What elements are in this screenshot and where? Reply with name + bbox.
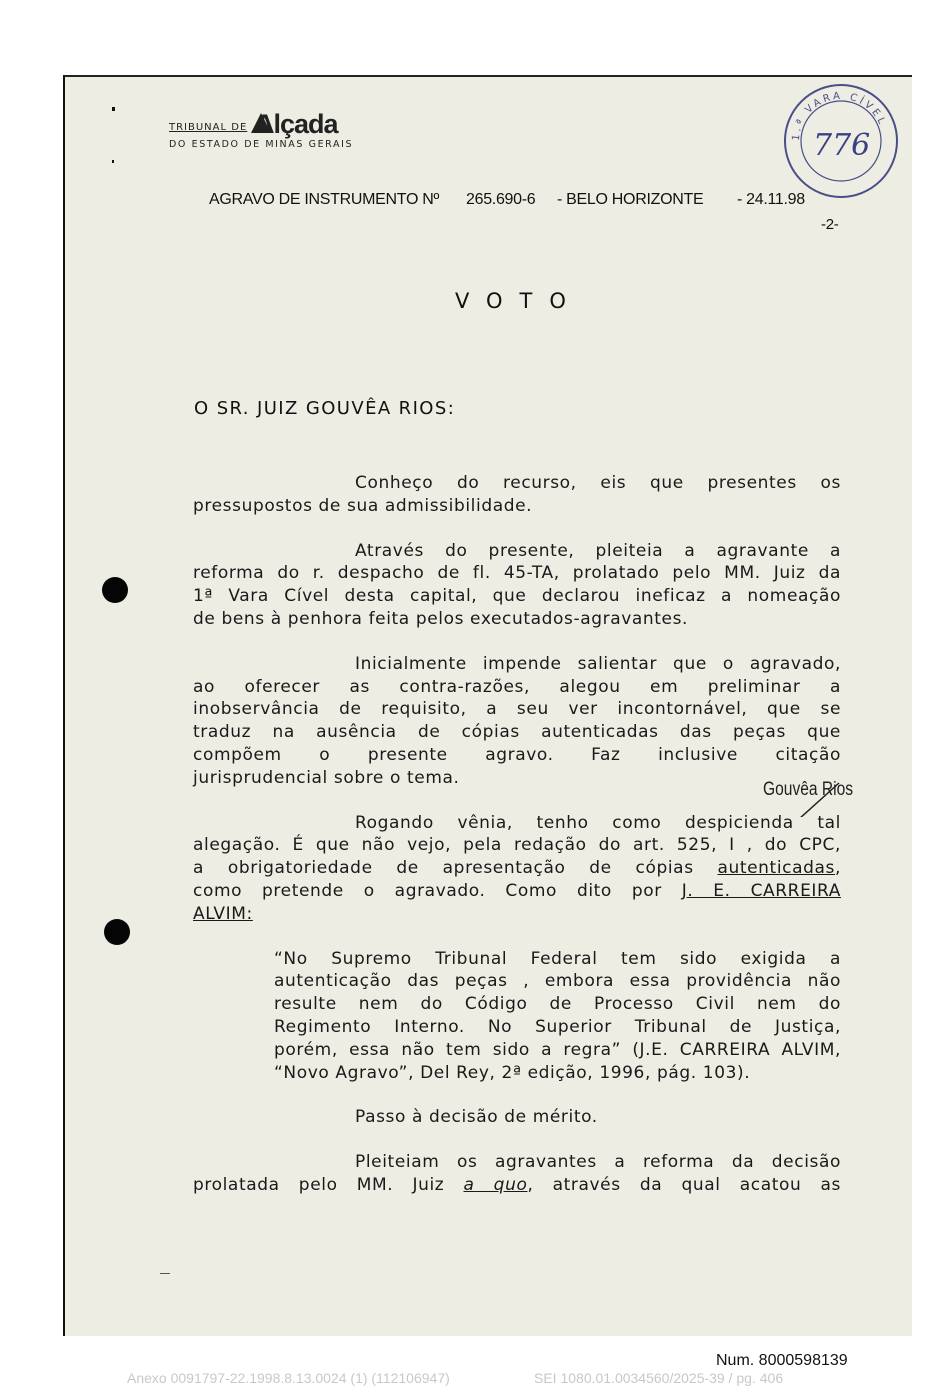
vote-body (193, 472, 841, 1197)
body-line (193, 857, 841, 880)
body-text: , através da qual acatou as (527, 1174, 841, 1195)
scan-speck (112, 107, 115, 111)
case-city: - BELO HORIZONTE (557, 191, 704, 208)
body-text: , (834, 858, 841, 879)
punch-hole (104, 919, 130, 945)
body-line: Inicialmente impende salientar que o agravado, (355, 653, 841, 674)
scan-speck (112, 160, 114, 163)
sei-reference: SEI 1080.01.0034560/2025-39 / pg. 406 (534, 1370, 784, 1386)
court-stamp (781, 81, 901, 201)
body-text: prolatada pelo MM. Juiz (193, 1174, 464, 1195)
body-text: como pretende o agravado. Como dito por (193, 880, 682, 901)
annex-reference: Anexo 0091797-22.1998.8.13.0024 (1) (112106947) (127, 1370, 450, 1386)
body-line: Pleiteiam os agravantes a reforma da decisão (355, 1152, 841, 1173)
case-number: 265.690-6 (466, 191, 536, 208)
quote-line: porém, essa não tem sido a regra” (J.E. CARREIRA ALVIM, (274, 1039, 841, 1060)
body-line: ao oferecer as contra-razões, alegou em preliminar a (193, 676, 841, 697)
quotation-block (274, 948, 841, 1085)
logo-subtitle: DO ESTADO DE MINAS GERAIS (169, 139, 354, 150)
quote-line: resulte nem do Código de Processo Civil nem do (274, 994, 841, 1015)
page-marker: -2- (821, 216, 839, 233)
stamp-ring-text: 1.ª VARA CÍVEL (790, 90, 889, 142)
signature (763, 777, 883, 817)
latin-term: a quo (463, 1174, 528, 1195)
cited-author: J. E. CARREIRA (681, 880, 841, 901)
logo-name: Alçada (255, 109, 338, 139)
body-line (193, 1174, 841, 1197)
body-line: Conheço do recurso, eis que presentes os (355, 473, 841, 493)
quote-line: “Novo Agravo”, Del Rey, 2ª edição, 1996, pág. 103). (274, 1062, 751, 1083)
signature-text: Gouvêa Rios (763, 779, 854, 800)
body-line: 1ª Vara Cível desta capital, que declarou ineficaz a nomeação (193, 586, 841, 607)
body-line: Através do presente, pleiteia a agravante a (355, 540, 841, 561)
scan-speck (160, 1273, 170, 1274)
document-title: VOTO (455, 289, 583, 313)
stamp-handwritten-number: 776 (813, 128, 871, 163)
body-line: Rogando vênia, tenho como despicienda tal (355, 812, 841, 833)
logo-top-line: TRIBUNAL DE (169, 122, 248, 133)
case-date: - 24.11.98 (737, 191, 805, 208)
body-line: Passo à decisão de mérito. (355, 1107, 598, 1128)
body-line: pressupostos de sua admissibilidade. (193, 495, 533, 516)
scanned-page (63, 75, 912, 1336)
cited-author: ALVIM: (193, 903, 253, 924)
quote-line: “No Supremo Tribunal Federal tem sido exigida a (274, 948, 841, 969)
body-line: jurisprudencial sobre o tema. (193, 767, 460, 788)
body-line: compõem o presente agravo. Faz inclusive citação (193, 744, 841, 765)
body-line: inobservância de requisito, a seu ver incontornável, que se (193, 699, 841, 720)
quote-line: autenticação das peças , embora essa providência não (274, 971, 841, 992)
speaker-heading: O SR. JUIZ GOUVÊA RIOS: (194, 398, 456, 419)
court-logo (169, 107, 369, 157)
body-text: a obrigatoriedade de apresentação de cópias (193, 858, 718, 879)
underlined-term: autenticadas (717, 858, 835, 879)
body-line: reforma do r. despacho de fl. 45-TA, prolatado pelo MM. Juiz da (193, 563, 841, 584)
punch-hole (102, 577, 128, 603)
case-type: AGRAVO DE INSTRUMENTO Nº (209, 191, 440, 208)
stamp-ring-icon (781, 81, 901, 201)
quote-line: Regimento Interno. No Superior Tribunal de Justiça, (274, 1016, 841, 1037)
body-line: de bens à penhora feita pelos executados-agravantes. (193, 608, 689, 629)
signature-stroke-icon (763, 777, 883, 817)
body-line: alegação. É que não vejo, pela redação do art. 525, I , do CPC, (193, 835, 841, 856)
body-line (193, 880, 841, 903)
body-line: traduz na ausência de cópias autenticadas das peças que (193, 722, 841, 743)
document-number: Num. 8000598139 (716, 1352, 848, 1369)
